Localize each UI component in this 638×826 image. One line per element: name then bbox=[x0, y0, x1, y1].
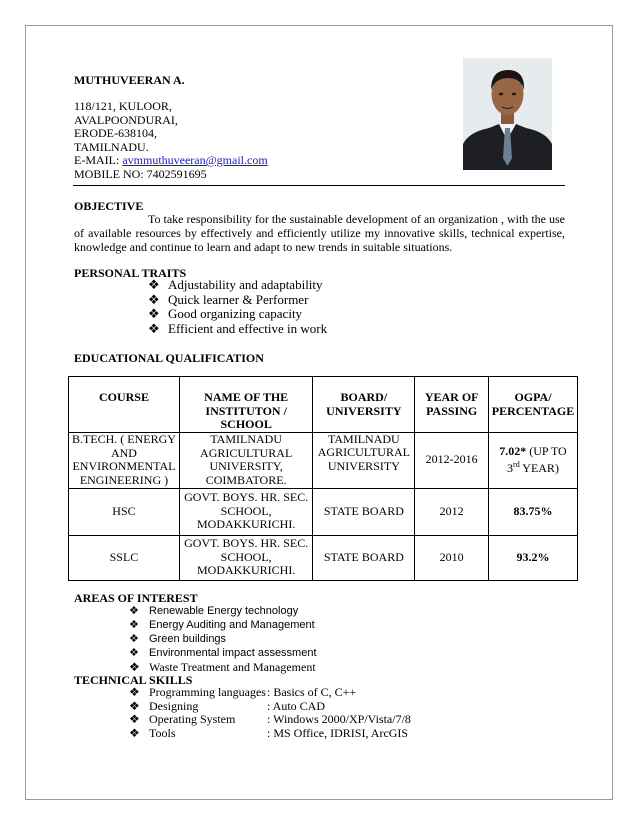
applicant-name: MUTHUVEERAN A. bbox=[74, 73, 185, 87]
list-item: ❖ Good organizing capacity bbox=[148, 306, 303, 322]
table-cell: 2012-2016 bbox=[415, 432, 489, 488]
list-item: ❖ Renewable Energy technology bbox=[129, 605, 299, 617]
table-cell: 93.2% bbox=[489, 535, 578, 580]
objective-text bbox=[74, 212, 565, 254]
column-header: OGPA/ PERCENTAGE bbox=[489, 377, 578, 433]
address-line: AVALPOONDURAI, bbox=[74, 112, 178, 127]
table-row bbox=[69, 432, 578, 488]
table-cell: STATE BOARD bbox=[313, 535, 415, 580]
list-item: ❖ Quick learner & Performer bbox=[148, 291, 309, 307]
list-item: ❖ Designing : Auto CAD bbox=[129, 698, 326, 713]
diamond-bullet-icon: ❖ bbox=[129, 647, 139, 659]
diamond-bullet-icon: ❖ bbox=[148, 277, 160, 292]
diamond-bullet-icon: ❖ bbox=[148, 320, 160, 336]
table-row bbox=[69, 535, 578, 580]
diamond-bullet-icon: ❖ bbox=[148, 306, 160, 322]
header-divider bbox=[73, 185, 565, 186]
email-label: E-MAIL: bbox=[74, 153, 123, 167]
address-line: 118/121, KULOOR, bbox=[74, 99, 172, 113]
table-cell: 83.75% bbox=[489, 488, 578, 535]
table-row bbox=[69, 488, 578, 535]
email-link[interactable]: avmmuthuveeran@gmail.com bbox=[122, 153, 268, 167]
diamond-bullet-icon: ❖ bbox=[148, 291, 160, 307]
list-item: ❖ Environmental impact assessment bbox=[129, 647, 317, 659]
diamond-bullet-icon: ❖ bbox=[129, 712, 140, 726]
portrait-image bbox=[463, 58, 552, 170]
skills-list bbox=[129, 686, 411, 740]
list-item: ❖ Programming languages: Basics of C, C++ bbox=[129, 685, 357, 699]
skills-heading: TECHNICAL SKILLS bbox=[74, 673, 193, 687]
column-header: NAME OF THE INSTITUTON / SCHOOL bbox=[179, 377, 312, 433]
column-header: COURSE bbox=[69, 377, 180, 433]
list-item: ❖ Operating System : Windows 2000/XP/Vista/7/8 bbox=[129, 712, 411, 726]
list-item: ❖ Waste Treatment and Management bbox=[129, 660, 316, 674]
table-cell: B.TECH. ( ENERGY AND ENVIRONMENTAL ENGINEERING ) bbox=[69, 432, 180, 488]
email-line bbox=[74, 154, 268, 168]
diamond-bullet-icon: ❖ bbox=[129, 725, 140, 740]
column-header: YEAR OF PASSING bbox=[415, 377, 489, 433]
list-item: ❖ Adjustability and adaptability bbox=[148, 277, 323, 292]
table-cell: TAMILNADU AGRICULTURAL UNIVERSITY bbox=[313, 432, 415, 488]
diamond-bullet-icon: ❖ bbox=[129, 660, 140, 674]
table-cell: 2012 bbox=[415, 488, 489, 535]
education-heading: EDUCATIONAL QUALIFICATION bbox=[74, 351, 264, 365]
table-cell: SSLC bbox=[69, 535, 180, 580]
diamond-bullet-icon: ❖ bbox=[129, 698, 140, 713]
table-cell: STATE BOARD bbox=[313, 488, 415, 535]
address-line: TAMILNADU. bbox=[74, 139, 149, 154]
table-cell: HSC bbox=[69, 488, 180, 535]
score-value: 7.02* bbox=[499, 443, 527, 458]
diamond-bullet-icon: ❖ bbox=[129, 685, 140, 699]
diamond-bullet-icon: ❖ bbox=[129, 619, 139, 631]
areas-heading: AREAS OF INTEREST bbox=[74, 591, 198, 605]
profile-photo bbox=[463, 58, 552, 170]
personal-traits-heading: PERSONAL TRAITS bbox=[74, 266, 187, 280]
table-cell: TAMILNADU AGRICULTURAL UNIVERSITY, COIMBATORE. bbox=[179, 432, 312, 488]
address-line: ERODE-638104, bbox=[74, 126, 157, 140]
education-table bbox=[68, 376, 578, 581]
diamond-bullet-icon: ❖ bbox=[129, 605, 139, 617]
objective-heading: OBJECTIVE bbox=[74, 199, 144, 213]
list-item: ❖ Efficient and effective in work bbox=[148, 320, 328, 336]
mobile-line: MOBILE NO: 7402591695 bbox=[74, 166, 207, 181]
list-item: ❖ Tools : MS Office, IDRISI, ArcGIS bbox=[129, 725, 409, 740]
table-cell: 2010 bbox=[415, 535, 489, 580]
objective-body: To take responsibility for the sustainable development of an organization , with the use of available resources by effectively and efficiently utilize my innovative skills, technical expertise, knowledge and continue to learn and adapt to new trends in suitable situations. bbox=[74, 212, 565, 254]
diamond-bullet-icon: ❖ bbox=[129, 633, 139, 645]
table-cell: GOVT. BOYS. HR. SEC. SCHOOL, MODAKKURICHI. bbox=[179, 488, 312, 535]
personal-traits-list bbox=[148, 278, 327, 336]
list-item: ❖ Green buildings bbox=[129, 633, 227, 645]
areas-list bbox=[129, 604, 317, 674]
column-header: BOARD/ UNIVERSITY bbox=[313, 377, 415, 433]
table-cell: GOVT. BOYS. HR. SEC. SCHOOL, MODAKKURICHI. bbox=[179, 535, 312, 580]
table-cell: 7.02* (UP TO 3rd YEAR) bbox=[489, 432, 578, 488]
list-item: ❖ Energy Auditing and Management bbox=[129, 619, 315, 631]
address-block bbox=[74, 100, 268, 181]
table-header-row bbox=[69, 377, 578, 433]
